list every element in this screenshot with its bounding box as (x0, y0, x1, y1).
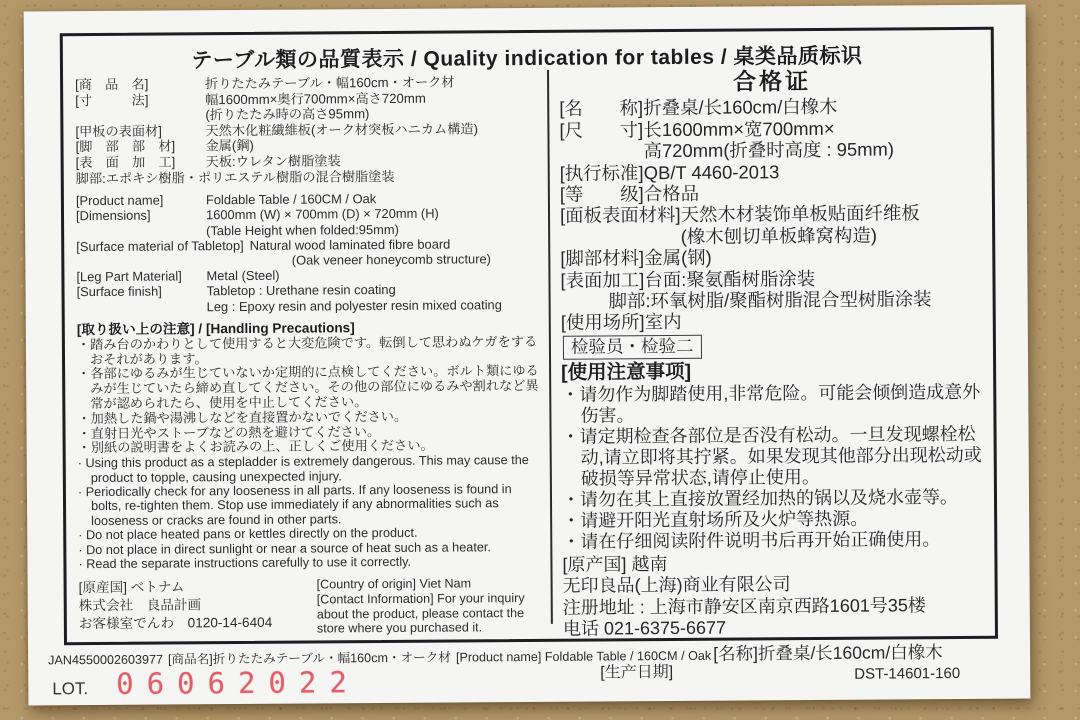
spec-value: 合格品 (643, 182, 700, 205)
manufacturer-block (562, 552, 989, 641)
spec-value: Tabletop : Urethane resin coating Leg : Epoxy resin and polyester resin mixed coating (206, 282, 502, 314)
origin-cn-label: [原产国] (562, 554, 627, 575)
quality-label-sticker (24, 5, 1031, 706)
lot-number-stamp: 06062022 (116, 665, 360, 701)
spec-row-dimensions-en (76, 205, 542, 239)
en-spec-list (76, 190, 543, 315)
spec-label: [Surface finish] (76, 283, 162, 300)
spec-value: 长1600mm×宽700mm× 高720mm(折叠时高度 : 95mm) (643, 117, 894, 162)
spec-value: 天然木材装饰单板贴面纤维板 (橡木刨切单板蜂窝构造) (680, 202, 920, 247)
origin-en-label: [Country of origin] (316, 577, 417, 592)
inspector-badge-wrap (561, 331, 987, 361)
origin-jp-line (79, 578, 317, 598)
spec-row-place-of-use-cn (561, 309, 987, 333)
precaution-item-en: · Periodically check for any looseness in all parts. If any looseness is found in bolts, re-tighten them. Stop use immediately if any abnormalities such as looseness or cracks are found in other parts. (77, 482, 512, 528)
label-border-box (60, 27, 998, 646)
spec-label: [Dimensions] (75, 207, 151, 224)
precaution-item-jp: ・各部にゆるみが生じていないか定期的に点検してください。ボルト類にゆるみが生じていたら締め直してください。その他の部位にゆるみや割れなど異常が認められたら、使用を中止してください。 (77, 363, 539, 412)
spec-label: [脚部材料] (560, 247, 645, 270)
right-column (549, 67, 995, 640)
company-jp: 株式会社 良品計画 (78, 597, 202, 614)
precaution-item-en: · Do not place in direct sunlight or near a source of heat such as a heater. (78, 539, 491, 557)
address-cn: 注册地址 : 上海市静安区南京西路1601号35楼 (562, 595, 926, 618)
precaution-item-en: · Read the separate instructions carefully to use it correctly. (78, 554, 412, 572)
jan-code: JAN4550002603977 (48, 652, 164, 668)
jp-spec-list (75, 74, 542, 186)
spec-label: [Product name] (75, 192, 164, 209)
spec-row-surface-finish-en (76, 281, 542, 315)
spec-label: [表面加工] (560, 268, 645, 291)
precaution-item-jp: ・踏み台のかわりとして使用すると大変危険です。転倒して思わぬケガをするおそれがあります。 (76, 333, 538, 367)
left-column (63, 70, 553, 636)
spec-value: Metal (Steel) (206, 267, 280, 284)
spec-value: 天板:ウレタン樹脂塗装 (205, 153, 341, 170)
spec-value: 折りたたみテーブル・幅160cm・オーク材 (205, 74, 455, 92)
spec-value: QB/T 4460-2013 (643, 160, 780, 183)
cn-spec-list (559, 95, 987, 333)
usage-note-item: ・请勿在其上直接放置经加热的锅以及烧水壶等。 (561, 486, 959, 510)
spec-label: [脚 部 部 材] (75, 138, 176, 155)
spec-value: 天然木化粧繊維板(オーク材突板ハニカム構造) (205, 121, 479, 139)
usage-note-item: ・请避开阳光直射场所及火炉等热源。 (562, 508, 869, 531)
origin-cn-value: 越南 (631, 553, 668, 575)
spec-value: 1600mm (W) × 700mm (D) × 720mm (H) (Table Height when folded:95mm) (205, 205, 439, 238)
spec-row-dimensions-jp (75, 89, 541, 123)
precaution-item-jp: ・加熱した鍋や湯沸しなどを直接置かないでください。 (77, 408, 408, 426)
origin-jp-value: ベトナム (130, 579, 185, 596)
spec-label: [表 面 加 工] (75, 154, 176, 171)
spec-label: [Leg Part Material] (76, 268, 182, 285)
spec-label: [使用场所] (560, 311, 645, 334)
production-date-label: [生产日期] (600, 663, 674, 682)
origin-en-block (317, 576, 545, 636)
footer-product-name-cn: [名称]折叠桌/长160cm/白橡木 (713, 642, 943, 664)
spec-row-surface-finish-cn-cont (561, 288, 987, 312)
label-columns (63, 67, 995, 640)
certificate-heading: 合格证 (733, 68, 812, 95)
spec-label: [面板表面材料] (559, 204, 681, 227)
origin-en-line (317, 576, 545, 592)
origin-contact-block (79, 576, 545, 638)
spec-label: [名 称] (559, 97, 644, 120)
spec-row-standard-cn (560, 159, 986, 183)
usage-note-item: ・请定期检查各部位是否没有松动。一旦发现螺栓松动,请立即将其拧紧。如果发现其他部分出现松动或破损等异常状态,请停止使用。 (561, 423, 982, 489)
phone-jp: お客様室でんわ 0120-14-6404 (78, 615, 273, 632)
label-title: テーブル類の品質表示 / Quality indication for tables / 桌类品质标识 (191, 44, 863, 73)
footer-product-name-jp: [商品名]折りたたみテーブル・幅160cm・オーク材 (167, 650, 451, 667)
usage-note-item: ・请在仔细阅读附件说明书后再开始正确使用。 (562, 528, 941, 552)
precaution-item-jp: ・直射日光やストーブなどの熱を避けてください。 (77, 423, 381, 441)
usage-notes-heading: [使用注意事项] (561, 360, 692, 384)
precaution-item-jp: ・別紙の説明書をよくお読みの上、正しくご使用ください。 (77, 438, 434, 456)
handling-precautions-jp-list (77, 335, 544, 457)
company-cn: 无印良品(上海)商业有限公司 (562, 574, 791, 597)
origin-jp-label: [原産国] (78, 580, 128, 596)
lot-label: LOT. (52, 679, 89, 699)
spec-value: 金属(钢) (644, 246, 712, 269)
spec-value: 台面:聚氨酯树脂涂装 (644, 267, 816, 290)
spec-value: 脚部:环氧树脂/聚酯树脂混合型树脂涂装 (608, 288, 932, 312)
spec-label: [等 级] (559, 183, 644, 205)
handling-precautions-heading: [取り扱い上の注意] / [Handling Precautions] (76, 319, 355, 337)
contact-en-line (317, 591, 545, 636)
spec-row-name-cn (559, 95, 985, 119)
spec-label: [商 品 名] (75, 76, 149, 93)
spec-label: [寸 法] (75, 92, 149, 108)
contact-en-text: For your inquiry about the product, please contact the store where you purchased it. (316, 591, 525, 636)
inspector-badge: 检验员・检验二 (563, 335, 702, 360)
spec-row-panel-material-cn (560, 202, 986, 248)
usage-note-item: ・请勿作为脚踏使用,非常危险。可能会倾倒造成意外伤害。 (561, 381, 981, 426)
spec-value: 金属(鋼) (205, 138, 254, 154)
spec-label: [Surface material of Tabletop] (76, 237, 244, 254)
spec-value: 折叠桌/长160cm/白橡木 (643, 96, 838, 119)
spec-row-surface-finish-jp-cont (76, 167, 542, 186)
spec-label: [甲板の表面材] (75, 123, 162, 139)
handling-precautions-en-list (78, 453, 545, 572)
spec-row-dimensions-cn (559, 117, 985, 163)
spec-label: [尺 寸] (559, 118, 644, 141)
contact-en-label: [Contact Information] (316, 591, 434, 607)
precaution-item-en: · Using this product as a stepladder is extremely dangerous. This may cause the product to topple, causing unexpected injury. (77, 453, 529, 485)
footer-product-name-en: [Product name] Foldable Table / 160CM / Oak (455, 648, 712, 665)
spec-value: 室内 (644, 311, 682, 333)
usage-notes-list (561, 382, 988, 553)
origin-jp-block (79, 578, 317, 638)
origin-cn-line (562, 552, 988, 576)
phone-cn: 电话 021-6375-6677 (562, 617, 727, 640)
spec-value: 幅1600mm×奥行700mm×高さ720mm (折りたたみ時の高さ95mm) (205, 90, 426, 123)
spec-value: Foldable Table / 160CM / Oak (205, 191, 377, 208)
spec-row-tabletop-material-en (76, 236, 542, 270)
spec-row-grade-cn (560, 181, 986, 205)
spec-value: 脚部:エポキシ樹脂・ポリエステル樹脂の混合樹脂塗装 (75, 168, 395, 186)
model-code: DST-14601-160 (854, 664, 961, 683)
spec-value: Natural wood laminated fibre board (Oak veneer honeycomb structure) (249, 236, 492, 268)
origin-en-value: Viet Nam (419, 576, 472, 592)
precaution-item-en: · Do not place heated pans or kettles directly on the product. (78, 525, 418, 543)
lot-row (52, 665, 360, 701)
spec-label: [执行标准] (559, 161, 644, 184)
spec-row-surface-finish-cn (560, 266, 986, 290)
spec-row-leg-material-cn (560, 245, 986, 269)
